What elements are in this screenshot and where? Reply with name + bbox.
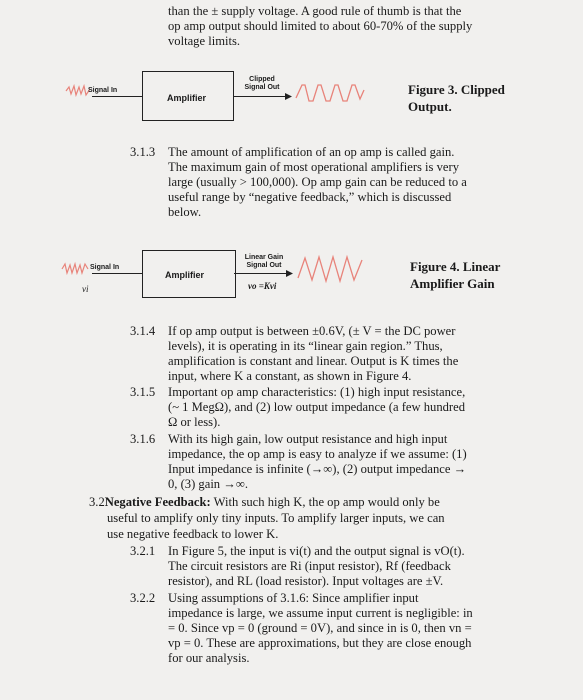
s313-line: large (usually > 100,000). Op amp gain can be reduced to a	[168, 175, 467, 189]
fig4-caption-line1: Figure 4. Linear	[410, 259, 501, 274]
amplified-wave-icon	[298, 254, 362, 284]
s32-first-line	[89, 495, 440, 510]
intro-line: voltage limits.	[168, 34, 241, 48]
arrow-right-icon	[285, 93, 292, 100]
s32-line: With such high K, the op amp would only be	[210, 495, 440, 509]
s321-line: In Figure 5, the input is vi(t) and the output signal is vO(t).	[168, 544, 465, 558]
s322-line: Using assumptions of 3.1.6: Since amplifier input	[168, 591, 419, 605]
clipped-wave-icon	[296, 82, 364, 104]
s32-heading: Negative Feedback:	[104, 495, 211, 509]
section-number: 3.1.5	[130, 385, 156, 399]
s313-line: The amount of amplification of an op amp is called gain.	[168, 145, 455, 159]
intro-line: op amp output should limited to about 60-70% of the supply	[168, 19, 473, 33]
fig3-signal-in-label: Signal In	[88, 87, 118, 94]
fig4-input-line	[92, 273, 142, 274]
s316-line: 0, (3) gain →∞.	[168, 477, 248, 491]
section-number: 3.1.6	[130, 432, 156, 446]
s321-line: The circuit resistors are Ri (input resistor), Rf (feedback	[168, 559, 451, 573]
s314-line: levels), it is operating in its “linear gain region.” Thus,	[168, 339, 443, 353]
section-number: 3.2	[89, 495, 105, 509]
s316-line: Input impedance is infinite (→∞), (2) output impedance →	[168, 462, 467, 476]
intro-line: than the ± supply voltage. A good rule of thumb is that the	[168, 4, 462, 18]
fig4-vo-label: vo =Kvi	[248, 281, 277, 291]
s322-line: = 0. Since vp = 0 (ground = 0V), and since in is 0, then vn =	[168, 621, 472, 635]
input-wave-icon	[66, 84, 90, 98]
s322-line: vp = 0. These are approximations, but they are close enough	[168, 636, 472, 650]
fig4-signal-in-label: Signal In	[90, 264, 120, 271]
fig4-out-label-1: Linear Gain	[244, 254, 284, 261]
fig4-output-line	[234, 273, 289, 274]
s316-line: impedance, the op amp is easy to analyze if we assume: (1)	[168, 447, 467, 461]
fig4-out-label-2: Signal Out	[246, 262, 282, 269]
s32-line: useful to amplify only tiny inputs. To amplify larger inputs, we can	[107, 511, 445, 525]
section-number: 3.1.3	[130, 145, 156, 159]
fig4-caption-line2: Amplifier Gain	[410, 276, 495, 291]
s315-line: (~ 1 MegΩ), and (2) low output impedance (a few hundred	[168, 400, 465, 414]
s322-line: for our analysis.	[168, 651, 250, 665]
s313-line: The maximum gain of most operational amplifiers is very	[168, 160, 459, 174]
fig3-caption-line2: Output.	[408, 99, 452, 114]
s315-line: Ω or less).	[168, 415, 221, 429]
section-number: 3.2.2	[130, 591, 156, 605]
s316-line: With its high gain, low output resistance and high input	[168, 432, 448, 446]
s322-line: impedance is large, we assume input current is negligible: in	[168, 606, 473, 620]
fig4-vi-label: vi	[82, 284, 89, 294]
fig3-output-line	[233, 96, 288, 97]
fig3-amplifier-label: Amplifier	[167, 93, 207, 103]
fig3-input-line	[92, 96, 142, 97]
section-number: 3.2.1	[130, 544, 156, 558]
s314-line: input, where K a constant, as shown in Figure 4.	[168, 369, 412, 383]
s314-line: If op amp output is between ±0.6V, (± V = the DC power	[168, 324, 456, 338]
s313-line: useful range by “negative feedback,” which is discussed	[168, 190, 452, 204]
fig3-out-label-2: Signal Out	[244, 84, 280, 91]
arrow-right-icon	[286, 270, 293, 277]
input-wave-icon	[62, 262, 88, 276]
s313-line: below.	[168, 205, 202, 219]
section-number: 3.1.4	[130, 324, 156, 338]
fig3-caption-line1: Figure 3. Clipped	[408, 82, 505, 97]
fig4-amplifier-label: Amplifier	[165, 270, 205, 280]
s32-line: use negative feedback to lower K.	[107, 527, 279, 541]
s321-line: resistor), and RL (load resistor). Input voltages are ±V.	[168, 574, 444, 588]
s314-line: amplification is constant and linear. Output is K times the	[168, 354, 459, 368]
s315-line: Important op amp characteristics: (1) high input resistance,	[168, 385, 466, 399]
fig3-out-label-1: Clipped	[249, 76, 275, 83]
